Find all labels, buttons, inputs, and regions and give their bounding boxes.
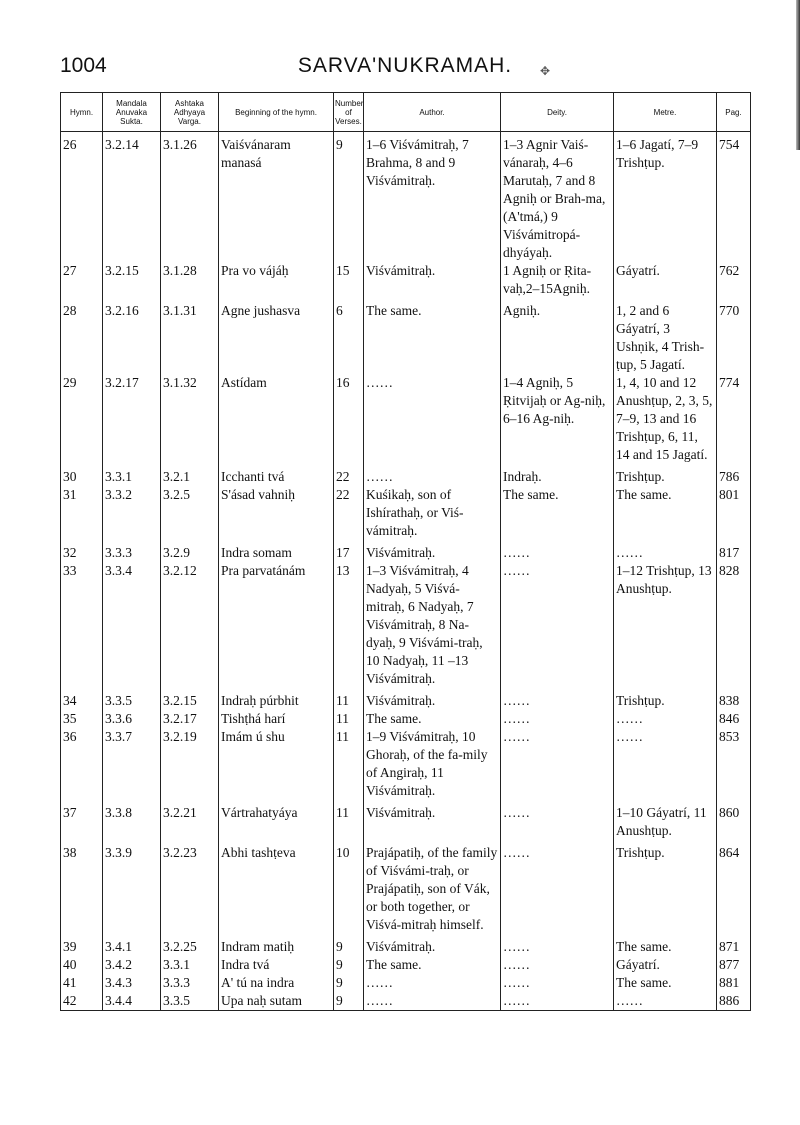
cell-author: Prajápatiḥ, of the family of Viśvámi-traḥ, or Prajápatiḥ, son of Vák, or both together, or Viśvá-mitraḥ himself. xyxy=(364,844,501,938)
cell-author: Viśvámitraḥ. xyxy=(364,692,501,710)
cell-deity: The same. xyxy=(501,486,614,544)
cell-deity: Indraḥ. xyxy=(501,468,614,486)
table-row xyxy=(61,262,751,302)
cell-verses: 22 xyxy=(334,486,364,544)
cell-metre: Trishṭup. xyxy=(614,468,717,486)
cell-author: …… xyxy=(364,468,501,486)
cell-verses: 11 xyxy=(334,692,364,710)
table-row xyxy=(61,302,751,374)
cell-ashtaka: 3.1.32 xyxy=(161,374,219,468)
table-row xyxy=(61,728,751,804)
cell-hymn: 33 xyxy=(61,562,103,692)
cell-hymn: 38 xyxy=(61,844,103,938)
cell-ashtaka: 3.3.1 xyxy=(161,956,219,974)
cell-verses: 17 xyxy=(334,544,364,562)
cell-beginning: Vártrahatyáya xyxy=(219,804,334,844)
cell-page: 754 xyxy=(717,132,751,263)
cell-deity: …… xyxy=(501,710,614,728)
cell-metre: 1–6 Jagatí, 7–9 Trishṭup. xyxy=(614,132,717,263)
cell-verses: 13 xyxy=(334,562,364,692)
cell-author: The same. xyxy=(364,956,501,974)
page-edge-shadow xyxy=(796,0,800,150)
cell-page: 762 xyxy=(717,262,751,302)
cell-ashtaka: 3.2.23 xyxy=(161,844,219,938)
running-title: SARVA'NUKRAMAH. xyxy=(297,54,513,77)
table-row xyxy=(61,692,751,710)
cell-metre: 1, 2 and 6 Gáyatrí, 3 Ushṇik, 4 Trish-ṭup, 5 Jagatí. xyxy=(614,302,717,374)
cell-beginning: Vaiśvánaram manasá xyxy=(219,132,334,263)
cell-mandala: 3.3.5 xyxy=(103,692,161,710)
cell-beginning: Indra somam xyxy=(219,544,334,562)
cell-page: 774 xyxy=(717,374,751,468)
cell-hymn: 41 xyxy=(61,974,103,992)
table-row xyxy=(61,562,751,692)
cell-author: The same. xyxy=(364,302,501,374)
header-deity: Deity. xyxy=(501,93,614,132)
cell-deity: …… xyxy=(501,562,614,692)
cell-metre: Trishṭup. xyxy=(614,692,717,710)
cell-verses: 9 xyxy=(334,992,364,1011)
cell-deity: …… xyxy=(501,544,614,562)
cell-page: 864 xyxy=(717,844,751,938)
cell-page: 881 xyxy=(717,974,751,992)
cell-hymn: 36 xyxy=(61,728,103,804)
cell-hymn: 34 xyxy=(61,692,103,710)
cell-hymn: 26 xyxy=(61,132,103,263)
cell-beginning: Imám ú shu xyxy=(219,728,334,804)
cell-beginning: Indraḥ púrbhit xyxy=(219,692,334,710)
cell-verses: 22 xyxy=(334,468,364,486)
cell-ashtaka: 3.1.31 xyxy=(161,302,219,374)
table-row xyxy=(61,844,751,938)
cell-hymn: 29 xyxy=(61,374,103,468)
cell-hymn: 28 xyxy=(61,302,103,374)
cell-beginning: Indra tvá xyxy=(219,956,334,974)
cell-ashtaka: 3.2.5 xyxy=(161,486,219,544)
table-row xyxy=(61,992,751,1011)
header-ashtaka: Ashtaka Adhyaya Varga. xyxy=(161,93,219,132)
cell-mandala: 3.3.7 xyxy=(103,728,161,804)
table-row xyxy=(61,486,751,544)
cell-ashtaka: 3.2.15 xyxy=(161,692,219,710)
cell-page: 877 xyxy=(717,956,751,974)
cell-ashtaka: 3.1.26 xyxy=(161,132,219,263)
table-row xyxy=(61,956,751,974)
cell-mandala: 3.3.4 xyxy=(103,562,161,692)
cell-deity: …… xyxy=(501,938,614,956)
cell-metre: Trishṭup. xyxy=(614,844,717,938)
cell-metre: …… xyxy=(614,710,717,728)
cell-author: …… xyxy=(364,974,501,992)
table-body xyxy=(61,132,751,1011)
cell-beginning: Indram matiḥ xyxy=(219,938,334,956)
cell-beginning: S'ásad vahniḥ xyxy=(219,486,334,544)
cell-author: The same. xyxy=(364,710,501,728)
table-row xyxy=(61,544,751,562)
header-mandala: Mandala Anuvaka Sukta. xyxy=(103,93,161,132)
header-author: Author. xyxy=(364,93,501,132)
cell-page: 770 xyxy=(717,302,751,374)
cell-ashtaka: 3.2.1 xyxy=(161,468,219,486)
cell-verses: 10 xyxy=(334,844,364,938)
table-row xyxy=(61,374,751,468)
cell-mandala: 3.4.3 xyxy=(103,974,161,992)
table-row xyxy=(61,468,751,486)
cell-ashtaka: 3.2.12 xyxy=(161,562,219,692)
cell-deity: …… xyxy=(501,728,614,804)
cell-metre: …… xyxy=(614,728,717,804)
cell-metre: The same. xyxy=(614,974,717,992)
cell-deity: …… xyxy=(501,844,614,938)
cell-metre: 1–10 Gáyatrí, 11 Anushṭup. xyxy=(614,804,717,844)
cell-mandala: 3.3.1 xyxy=(103,468,161,486)
cell-deity: 1–4 Agniḥ, 5 Ṛitvijaḥ or Ag-niḥ, 6–16 Ag-niḥ. xyxy=(501,374,614,468)
cell-ashtaka: 3.1.28 xyxy=(161,262,219,302)
page-header xyxy=(60,54,750,82)
cell-author: Viśvámitraḥ. xyxy=(364,544,501,562)
page-number: 1004 xyxy=(60,54,107,77)
cell-page: 846 xyxy=(717,710,751,728)
cell-mandala: 3.4.2 xyxy=(103,956,161,974)
header-page: Pag. xyxy=(717,93,751,132)
cell-verses: 9 xyxy=(334,938,364,956)
cell-metre: The same. xyxy=(614,938,717,956)
cell-ashtaka: 3.2.17 xyxy=(161,710,219,728)
cell-author: …… xyxy=(364,374,501,468)
cell-verses: 11 xyxy=(334,710,364,728)
cell-metre: 1, 4, 10 and 12 Anushṭup, 2, 3, 5, 7–9, 13 and 16 Trishṭup, 6, 11, 14 and 15 Jagatí. xyxy=(614,374,717,468)
cell-hymn: 40 xyxy=(61,956,103,974)
cell-page: 801 xyxy=(717,486,751,544)
table-row xyxy=(61,974,751,992)
cell-beginning: Abhi tashṭeva xyxy=(219,844,334,938)
cell-mandala: 3.3.8 xyxy=(103,804,161,844)
cell-verses: 6 xyxy=(334,302,364,374)
cell-verses: 11 xyxy=(334,728,364,804)
cell-deity: …… xyxy=(501,956,614,974)
cell-mandala: 3.2.16 xyxy=(103,302,161,374)
cell-deity: …… xyxy=(501,974,614,992)
cell-ashtaka: 3.2.21 xyxy=(161,804,219,844)
header-beginning: Beginning of the hymn. xyxy=(219,93,334,132)
ornament-mark-icon: ✥ xyxy=(540,64,551,78)
table-row xyxy=(61,710,751,728)
cell-deity: …… xyxy=(501,804,614,844)
cell-author: …… xyxy=(364,992,501,1011)
cell-verses: 9 xyxy=(334,956,364,974)
table-row xyxy=(61,132,751,263)
header-verses: Number of Verses. xyxy=(334,93,364,132)
cell-hymn: 30 xyxy=(61,468,103,486)
cell-mandala: 3.2.17 xyxy=(103,374,161,468)
cell-beginning: A' tú na indra xyxy=(219,974,334,992)
cell-author: Viśvámitraḥ. xyxy=(364,262,501,302)
cell-mandala: 3.3.3 xyxy=(103,544,161,562)
cell-mandala: 3.3.6 xyxy=(103,710,161,728)
cell-author: Kuśikaḥ, son of Ishírathaḥ, or Viś-vámitraḥ. xyxy=(364,486,501,544)
cell-page: 838 xyxy=(717,692,751,710)
cell-beginning: Pra vo vájáḥ xyxy=(219,262,334,302)
cell-hymn: 39 xyxy=(61,938,103,956)
cell-beginning: Upa naḥ sutam xyxy=(219,992,334,1011)
cell-hymn: 27 xyxy=(61,262,103,302)
cell-page: 871 xyxy=(717,938,751,956)
table-header xyxy=(61,93,751,132)
cell-mandala: 3.2.15 xyxy=(103,262,161,302)
cell-beginning: Agne jushasva xyxy=(219,302,334,374)
cell-page: 886 xyxy=(717,992,751,1011)
cell-mandala: 3.4.4 xyxy=(103,992,161,1011)
cell-verses: 16 xyxy=(334,374,364,468)
cell-deity: …… xyxy=(501,692,614,710)
cell-hymn: 32 xyxy=(61,544,103,562)
cell-ashtaka: 3.2.19 xyxy=(161,728,219,804)
cell-hymn: 42 xyxy=(61,992,103,1011)
cell-beginning: Icchanti tvá xyxy=(219,468,334,486)
cell-hymn: 37 xyxy=(61,804,103,844)
cell-verses: 9 xyxy=(334,132,364,263)
cell-verses: 15 xyxy=(334,262,364,302)
header-metre: Metre. xyxy=(614,93,717,132)
cell-beginning: Tishṭhá harí xyxy=(219,710,334,728)
cell-mandala: 3.2.14 xyxy=(103,132,161,263)
cell-mandala: 3.3.9 xyxy=(103,844,161,938)
cell-hymn: 31 xyxy=(61,486,103,544)
cell-metre: The same. xyxy=(614,486,717,544)
cell-ashtaka: 3.2.9 xyxy=(161,544,219,562)
cell-metre: …… xyxy=(614,544,717,562)
hymn-index-table xyxy=(60,92,751,1011)
cell-deity: 1 Agniḥ or Ṛita-vaḥ,2–15Agniḥ. xyxy=(501,262,614,302)
cell-beginning: Astídam xyxy=(219,374,334,468)
cell-deity: 1–3 Agnir Vaiś-vánaraḥ, 4–6 Marutaḥ, 7 and 8 Agniḥ or Brah-ma, (A'tmá,) 9 Viśvámitropá-dhyáyaḥ. xyxy=(501,132,614,263)
cell-author: 1–3 Viśvámitraḥ, 4 Nadyaḥ, 5 Viśvá-mitraḥ, 6 Nadyaḥ, 7 Viśvámitraḥ, 8 Na-dyaḥ, 9 Viśvámi-traḥ, 10 Nadyaḥ, 11 –13 Viśvámitraḥ. xyxy=(364,562,501,692)
cell-hymn: 35 xyxy=(61,710,103,728)
cell-page: 853 xyxy=(717,728,751,804)
cell-ashtaka: 3.3.3 xyxy=(161,974,219,992)
cell-page: 828 xyxy=(717,562,751,692)
cell-verses: 11 xyxy=(334,804,364,844)
cell-mandala: 3.3.2 xyxy=(103,486,161,544)
cell-metre: Gáyatrí. xyxy=(614,262,717,302)
table-row xyxy=(61,938,751,956)
cell-mandala: 3.4.1 xyxy=(103,938,161,956)
cell-metre: 1–12 Trishṭup, 13 Anushṭup. xyxy=(614,562,717,692)
cell-deity: …… xyxy=(501,992,614,1011)
cell-metre: …… xyxy=(614,992,717,1011)
cell-author: 1–6 Viśvámitraḥ, 7 Brahma, 8 and 9 Viśvámitraḥ. xyxy=(364,132,501,263)
cell-deity: Agniḥ. xyxy=(501,302,614,374)
cell-author: Viśvámitraḥ. xyxy=(364,804,501,844)
cell-page: 786 xyxy=(717,468,751,486)
cell-page: 860 xyxy=(717,804,751,844)
cell-page: 817 xyxy=(717,544,751,562)
table-row xyxy=(61,804,751,844)
cell-ashtaka: 3.2.25 xyxy=(161,938,219,956)
cell-author: 1–9 Viśvámitraḥ, 10 Ghoraḥ, of the fa-mily of Angiraḥ, 11 Viśvámitraḥ. xyxy=(364,728,501,804)
cell-metre: Gáyatrí. xyxy=(614,956,717,974)
cell-author: Viśvámitraḥ. xyxy=(364,938,501,956)
cell-beginning: Pra parvatánám xyxy=(219,562,334,692)
header-hymn: Hymn. xyxy=(61,93,103,132)
cell-ashtaka: 3.3.5 xyxy=(161,992,219,1011)
cell-verses: 9 xyxy=(334,974,364,992)
